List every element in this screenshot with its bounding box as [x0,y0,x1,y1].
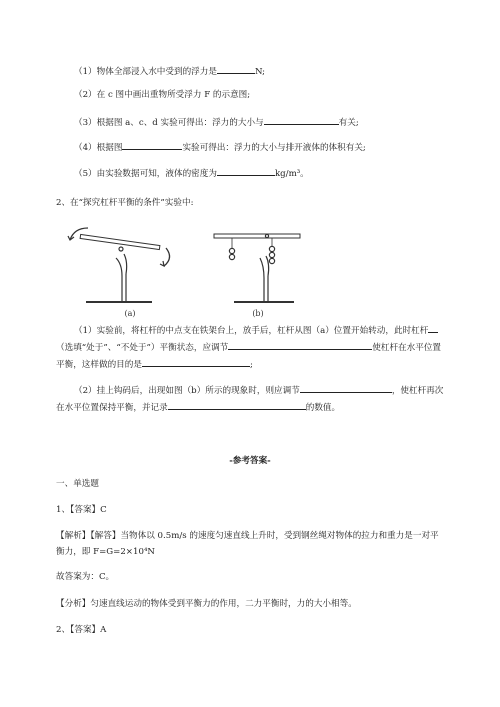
q2-part2-text: （2）挂上钩码后，出现如图（b）所示的现象时，则应调节 [74,386,300,396]
answer-blank [228,340,372,350]
q2-part2-line1 [74,383,443,397]
question-3-text: （3）根据图 a、c、d 实验可得出：浮力的大小与 [74,118,264,128]
answer-blank [264,115,339,125]
q2-part2-line2 [56,400,340,414]
q2-part1-text-3: 使杠杆在水平位置 [372,343,442,353]
answer-blank [428,323,438,333]
q2-part1-line2 [56,340,441,354]
answer-blank [217,64,255,74]
answer-blank [122,140,182,150]
answer-1-label: 1、【答案】C [56,505,107,515]
question-4-text: （4）根据图 [74,143,123,153]
question-4 [74,140,366,154]
question-1-unit: N; [254,67,266,77]
figure-b-label: (b) [252,309,264,318]
question-3-suffix: 有关; [338,118,359,128]
lever-b-diagram [214,234,300,302]
q2-part1-line1 [74,323,438,337]
lever-figure [60,218,310,318]
q2-part1-text: （1）实验前，将杠杆的中点支在铁架台上，放手后，杠杆从图（a）位置开始转动，此时杠杆 [74,326,429,336]
answer-1-comment: 【分析】匀速直线运动的物体受到平衡力的作用，二力平衡时，力的大小相等。 [56,599,357,609]
q2-part1-text-4: 平衡，这样做的目的是 [56,360,142,370]
q2-part1-text-2: （选填“处于”、“不处于”）平衡状态，应调节 [56,343,229,353]
question-5 [74,166,309,180]
q2-part1-text-5: ; [249,360,253,370]
q2-part2-text-4: 的数值。 [305,403,341,413]
answer-2-label: 2、【答案】A [56,625,107,635]
question-4-suffix: 实验可得出：浮力的大小与排开液体的体积有关; [182,143,366,153]
answer-blank [217,166,275,176]
answers-title: -参考答案- [229,456,271,466]
answer-blank [168,400,306,410]
lever-a-diagram [68,228,170,302]
answer-blank [142,357,250,367]
question-5-unit: kg/m³。 [274,169,309,179]
question-2-heading: 2、在“探究杠杆平衡的条件”实验中: [56,198,194,208]
question-3 [74,115,359,129]
question-5-text: （5）由实验数据可知，液体的密度为 [74,169,217,179]
q2-part1-line3 [56,357,253,371]
answer-blank [300,383,392,393]
figure-a-label: (a) [124,309,136,318]
question-2: （2）在 c 图中画出重物所受浮力 F 的示意图; [74,90,251,100]
question-1-text: （1）物体全部浸入水中受到的浮力是 [74,67,217,77]
q2-part2-text-3: 在水平位置保持平衡，并记录 [56,403,168,413]
question-1 [74,64,265,78]
q2-part2-text-2: ，使杠杆再次 [391,386,444,396]
answer-1-conclusion: 故答案为：C。 [56,572,115,582]
answers-section: 一、单选题 [56,479,99,489]
answer-1-analysis-line2: 衡力，即 F=G=2×10⁴N [56,547,155,557]
answer-1-analysis-line1: 【解析】【解答】当物体以 0.5m/s 的速度匀速直线上升时，受到钢丝绳对物体的拉力和重力是一对平 [56,531,439,541]
